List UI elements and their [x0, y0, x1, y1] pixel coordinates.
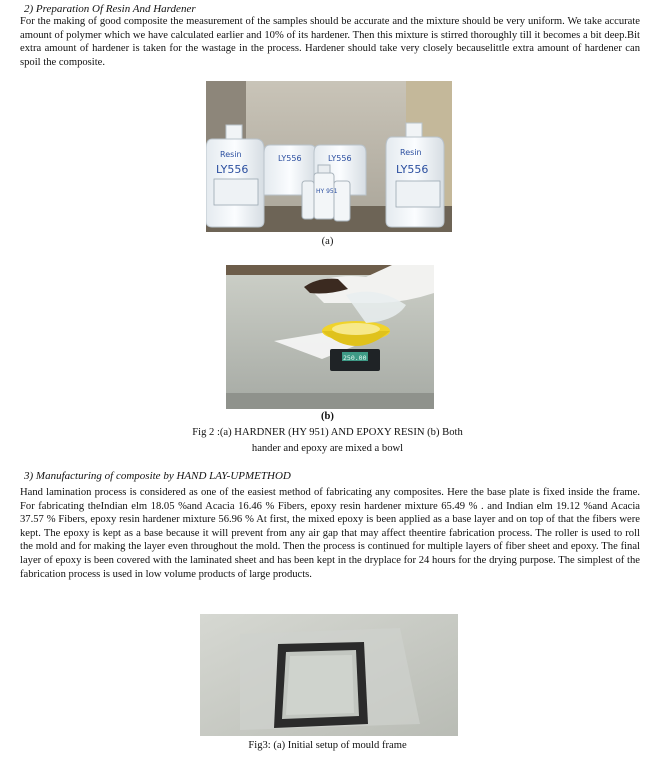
bottle-label: LY556 [216, 163, 249, 176]
bottle-label: HY 951 [316, 188, 338, 195]
bottle-label: LY556 [396, 163, 429, 176]
section-3-heading: 3) Manufacturing of composite by HAND LAY-UPMETHOD [24, 470, 291, 482]
figure-2b-label: (b) [321, 411, 334, 422]
bottle-label: LY556 [278, 154, 302, 163]
section-2-paragraph: For the making of good composite the measurement of the samples should be accurate and the mixture should be very uniform. We take accurate amount of polymer which we have calculated earlier and 10% of its hardener. Then this mixture is stirred thoroughly till it becomes a bit deep.Bit extra amount of hardener is taken for the wastage in the process. Hardener should take very closely becauselittle extra amount of hardener can spoil the composite. [20, 16, 640, 68]
figure-2a-label: (a) [321, 236, 334, 247]
bottle-label: Resin [220, 150, 242, 159]
section-2-heading: 2) Preparation Of Resin And Hardener [24, 3, 196, 15]
figure-2-caption-line-2: hander and epoxy are mixed a bowl [251, 443, 404, 454]
resin-hardener-bottles-photo [206, 81, 452, 232]
section-3-paragraph: Hand lamination process is considered as one of the easiest method of fabricating any composites. Here the base plate is fixed inside the frame. For fabricating theIndian elm 18.05 %and Acacia 16.46 % Fibers, epoxy resin hardener mixture 65.49 % . and Indian elm 19.12 %and Acacia 37.57 % Fibers, epoxy resin hardener mixture 56.96 % At first, the mixed epoxy is been applied as a base layer and on top of that the fibers were kept. The epoxy is kept as a base because it will prevent from any air gap that may affect theentire fabrication process. The roller is used to roll the mold and for making the layer even throughout the mold. Then the process is continued for multiple layers of fiber sheet and epoxy. The final layer of epoxy is been covered with the laminated sheet and has been kept in the dryplace for 24 hours for the drying purpose. The simplest of the fabrication process is used in low volume products of large products. [20, 487, 640, 580]
figure-2-caption-line-1: Fig 2 :(a) HARDNER (HY 951) AND EPOXY RESIN (b) Both [192, 427, 463, 438]
bottle-label: Resin [400, 148, 422, 157]
bottle-label: LY556 [328, 154, 352, 163]
scale-readout: 250.00 [343, 354, 367, 362]
epoxy-mixing-bowl-photo [226, 265, 434, 409]
figure-3-caption: Fig3: (a) Initial setup of mould frame [248, 740, 407, 751]
mould-frame-photo [200, 614, 458, 736]
